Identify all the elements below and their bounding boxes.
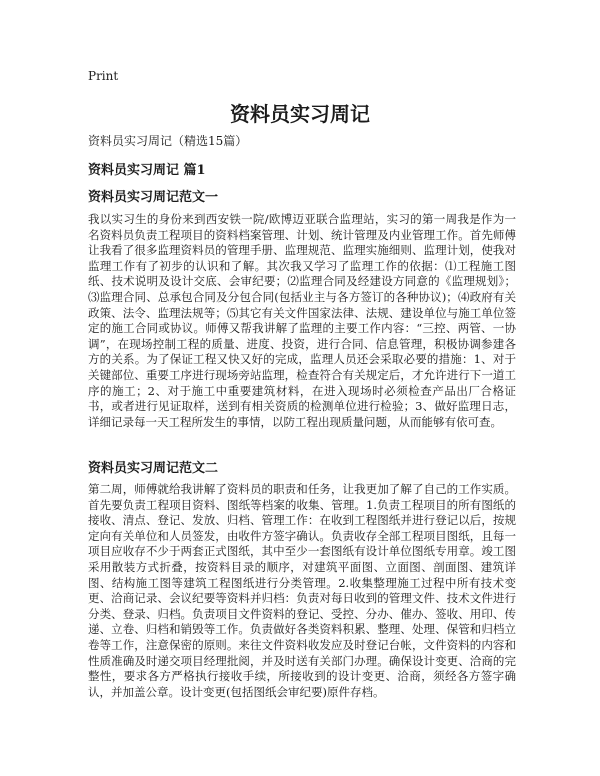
essay-title-1: 资料员实习周记范文一 <box>88 190 219 205</box>
essay-title-2: 资料员实习周记范文二 <box>88 461 219 476</box>
page-title: 资料员实习周记 <box>230 102 370 126</box>
essay-body-2: 第二周，师傅就给我讲解了资料员的职责和任务，让我更加了解了自己的工作实质。首先要负责工程项目资料、图纸等档案的收集、管理。1.负责工程项目的所有图纸的接收、清点、登记、发放、归档、管理工作：在收到工程图纸并进行登记以后，按规定向有关单位和人员签发，由收件方签字确认。负责收存全部工程项目图纸，且每一项目应收存不少于两套正式图纸，其中至少一套图纸有设计单位图纸专用章。竣工图采用散装方式折叠，按资料目录的顺序，对建筑平面图、立面图、剖面图、建筑详图、结构施工图等建筑工程图纸进行分类管理。2.收集整理施工过程中所有技术变更、洽商记录、会议纪要等资料并归档：负责对每日收到的管理文件、技术文件进行分类、登录、归档。负责项目文件资料的登记、受控、分办、催办、签收、用印、传递、立卷、归档和销毁等工作。负责做好各类资料积累、整理、处理、保管和归档立卷等工作，注意保密的原则。来往文件资料收发应及时登记台帐，文件资料的内容和性质准确及时递交项目经理批阅，并及时送有关部门办理。确保设计变更、洽商的完整性，要求各方严格执行接收手续，所接收到的设计变更、洽商，须经各方签字确认，并加盖公章。设计变更(包括图纸会审纪要)原件存档。 <box>88 482 516 699</box>
print-link[interactable]: Print <box>88 69 119 83</box>
essay-body-1: 我以实习生的身份来到西安铁一院/欧博迈亚联合监理站，实习的第一周我是作为一名资料员负责工程项目的资料档案管理、计划、统计管理及内业管理工作。首先师傅让我看了很多监理资料员的管理手册、监理规范、监理实施细则、监理计划，使我对监理工作有了初步的认识和了解。其次我又学习了监理工作的依据：⑴工程施工图纸、技术说明及设计交底、会审纪要；⑵监理合同及经建设方同意的《监理规划》；⑶监理合同、总承包合同及分包合同(包括业主与各方签订的各种协议)；⑷政府有关政策、法令、监理法规等；⑸其它有关文件国家法律、法规、建设单位与施工单位签定的施工合同或协议。师傅又帮我讲解了监理的主要工作内容：“三控、两管、一协调”，在现场控制工程的质量、进度、投资，进行合同、信息管理，积极协调参建各方的关系。为了保证工程又快又好的完成，监理人员还会采取必要的措施：1、对于关键部位、重要工序进行现场旁站监理，检查符合有关规定后，才允许进行下一道工序的施工；2、对于施工中重要建筑材料，在进入现场时必须检查产品出厂合格证书，或者进行见证取样，送到有相关资质的检测单位进行检验；3、做好监理日志，详细记录每一天工程所发生的事情，以防工程出现质量问题，从而能够有依可查。 <box>88 212 516 429</box>
document-subtitle: 资料员实习周记（精选15篇） <box>88 134 248 148</box>
section-heading: 资料员实习周记 篇1 <box>88 163 206 178</box>
